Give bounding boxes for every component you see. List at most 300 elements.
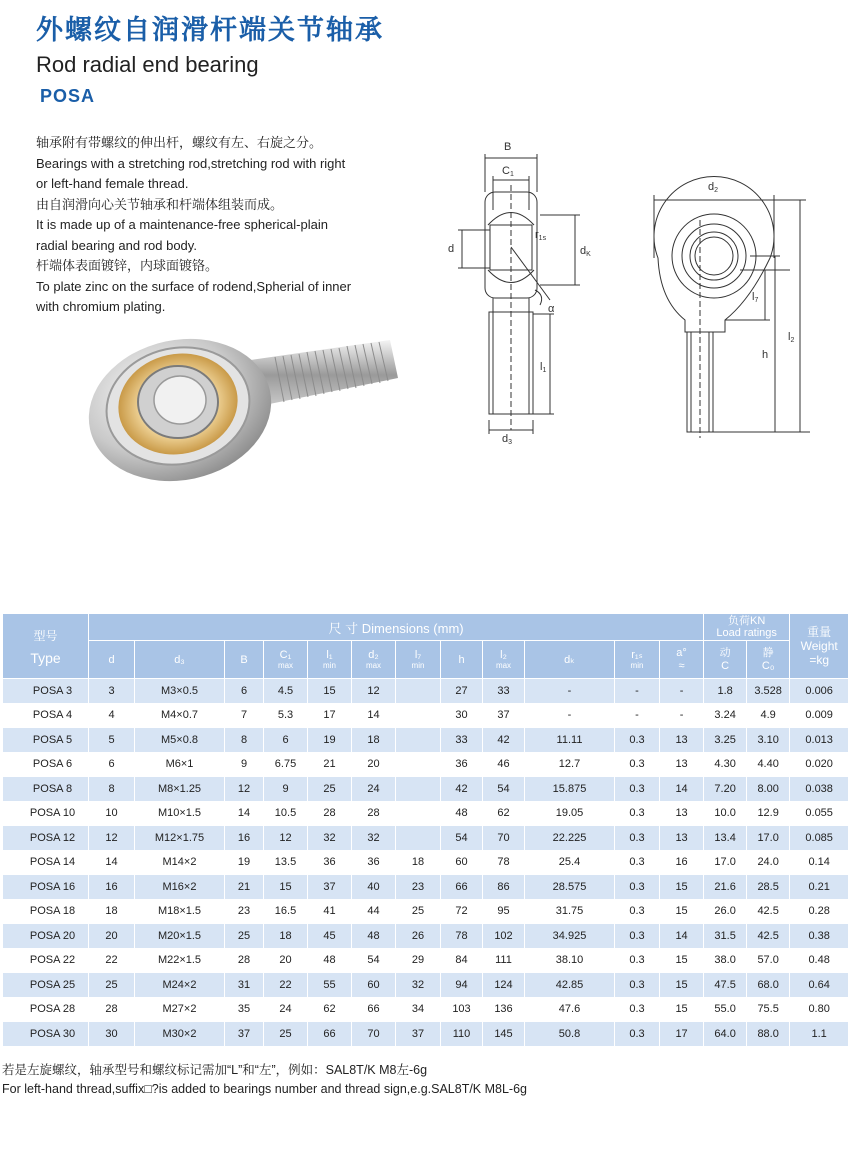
table-cell: 37 [308, 875, 352, 900]
table-cell: 11.11 [525, 728, 615, 753]
label-l2: l2 [788, 331, 795, 344]
table-cell: 47.6 [525, 997, 615, 1022]
table-cell: 31.5 [704, 924, 747, 949]
table-cell: 0.009 [790, 703, 849, 728]
table-cell: 45 [308, 924, 352, 949]
table-cell: 13.4 [704, 826, 747, 851]
table-cell: 6.75 [264, 752, 308, 777]
table-cell: 12 [225, 777, 264, 802]
label-alpha: α [548, 303, 555, 315]
table-cell: - [615, 679, 660, 704]
table-cell: 124 [483, 973, 525, 998]
table-cell: 68.0 [747, 973, 790, 998]
table-cell: 22 [264, 973, 308, 998]
table-cell: 9 [225, 752, 264, 777]
table-cell: 0.020 [790, 752, 849, 777]
page-subtitle: Rod radial end bearing [36, 52, 259, 77]
table-cell: POSA 30 [3, 1022, 89, 1047]
table-cell: 1.8 [704, 679, 747, 704]
table-cell: - [615, 703, 660, 728]
table-row [3, 875, 849, 900]
footnote-cn: 若是左旋螺纹，轴承型号和螺纹标记需加“L”和“左”，例如：SAL8T/K M8左-6g [2, 1063, 428, 1077]
table-cell: 6 [264, 728, 308, 753]
description-line: 轴承附有带螺纹的伸出杆，螺纹有左、右旋之分。 [36, 135, 323, 150]
table-cell: 30 [441, 703, 483, 728]
table-cell: 12 [352, 679, 396, 704]
col-l2: l₂ max [483, 641, 525, 679]
table-cell: 84 [441, 948, 483, 973]
table-cell: 0.3 [615, 948, 660, 973]
table-cell: 19 [308, 728, 352, 753]
table-cell: 30 [89, 1022, 135, 1047]
product-photo [80, 318, 415, 488]
table-cell: 13.5 [264, 850, 308, 875]
table-cell [396, 777, 441, 802]
table-cell: 14 [352, 703, 396, 728]
table-cell: 0.3 [615, 728, 660, 753]
table-cell: 60 [352, 973, 396, 998]
table-cell: 66 [352, 997, 396, 1022]
description-line: It is made up of a maintenance-free spherical-plain [36, 217, 328, 232]
table-cell: M8×1.25 [135, 777, 225, 802]
table-cell: 42.85 [525, 973, 615, 998]
description-line: 杆端体表面镀锌，内球面镀铬。 [36, 258, 219, 273]
table-cell: 62 [308, 997, 352, 1022]
table-cell: POSA 18 [3, 899, 89, 924]
description-line: radial bearing and rod body. [36, 237, 197, 253]
table-cell: 54 [352, 948, 396, 973]
table-cell: 14 [225, 801, 264, 826]
table-cell: 29 [396, 948, 441, 973]
table-cell: 7 [225, 703, 264, 728]
table-cell: 0.3 [615, 777, 660, 802]
table-cell: 72 [441, 899, 483, 924]
table-cell: POSA 25 [3, 973, 89, 998]
table-cell: 0.3 [615, 1022, 660, 1047]
table-cell: M4×0.7 [135, 703, 225, 728]
label-l1: l1 [540, 361, 547, 374]
table-cell: 17 [660, 1022, 704, 1047]
table-cell: 88.0 [747, 1022, 790, 1047]
table-cell: 4.5 [264, 679, 308, 704]
table-cell: 0.3 [615, 752, 660, 777]
table-cell: 17.0 [747, 826, 790, 851]
table-cell: 136 [483, 997, 525, 1022]
table-cell: 24.0 [747, 850, 790, 875]
header-type: 型号 Type [3, 614, 89, 679]
table-cell: 78 [441, 924, 483, 949]
table-cell: 8 [225, 728, 264, 753]
table-cell: 0.3 [615, 875, 660, 900]
table-cell: 42.5 [747, 924, 790, 949]
table-cell: 13 [660, 752, 704, 777]
table-cell: 28 [352, 801, 396, 826]
table-cell: 20 [264, 948, 308, 973]
page-title: 外螺纹自润滑杆端关节轴承 [36, 15, 384, 46]
table-cell: 13 [660, 826, 704, 851]
table-cell: POSA 28 [3, 997, 89, 1022]
table-cell: 70 [352, 1022, 396, 1047]
table-cell: 25.4 [525, 850, 615, 875]
description-line: Bearings with a stretching rod,stretching rod with right [36, 155, 346, 171]
table-cell: POSA 22 [3, 948, 89, 973]
table-cell: 19 [225, 850, 264, 875]
table-cell: 3.25 [704, 728, 747, 753]
table-cell: 0.64 [790, 973, 849, 998]
table-cell: POSA 4 [3, 703, 89, 728]
table-cell: M3×0.5 [135, 679, 225, 704]
footnote [2, 1061, 527, 1099]
table-cell: 0.3 [615, 899, 660, 924]
table-cell: M6×1 [135, 752, 225, 777]
table-cell: POSA 14 [3, 850, 89, 875]
header-weight: 重量 Weight =kg [790, 614, 849, 679]
table-row [3, 1022, 849, 1047]
table-cell: 0.085 [790, 826, 849, 851]
label-d3: d3 [502, 433, 513, 446]
table-cell: 55 [308, 973, 352, 998]
col-B: B [225, 641, 264, 679]
table-cell: 37 [225, 1022, 264, 1047]
table-cell: 6 [89, 752, 135, 777]
table-cell: M14×2 [135, 850, 225, 875]
table-cell: 15.875 [525, 777, 615, 802]
front-view-diagram [440, 130, 610, 450]
table-cell: 37 [396, 1022, 441, 1047]
table-cell: 103 [441, 997, 483, 1022]
series-code: POSA [40, 86, 96, 106]
table-cell: POSA 6 [3, 752, 89, 777]
table-cell: 0.21 [790, 875, 849, 900]
table-cell: 64.0 [704, 1022, 747, 1047]
table-cell: 18 [264, 924, 308, 949]
table-cell: 0.3 [615, 997, 660, 1022]
col-d3: d₃ [135, 641, 225, 679]
table-cell: 16 [89, 875, 135, 900]
table-cell: 6 [225, 679, 264, 704]
table-cell: 70 [483, 826, 525, 851]
table-cell: 15 [264, 875, 308, 900]
label-l7: l7 [752, 291, 759, 304]
table-row [3, 801, 849, 826]
table-cell: 27 [441, 679, 483, 704]
col-C: 动 C [704, 641, 747, 679]
table-cell: 18 [396, 850, 441, 875]
table-cell: 14 [660, 777, 704, 802]
table-cell: 48 [352, 924, 396, 949]
table-cell: 22 [89, 948, 135, 973]
table-cell: 9 [264, 777, 308, 802]
table-cell: 5.3 [264, 703, 308, 728]
table-cell [396, 728, 441, 753]
table-cell: 15 [660, 997, 704, 1022]
table-cell: 15 [308, 679, 352, 704]
table-cell: - [525, 703, 615, 728]
table-cell: 17.0 [704, 850, 747, 875]
table-cell: 36 [352, 850, 396, 875]
table-cell: 5 [89, 728, 135, 753]
table-cell: POSA 16 [3, 875, 89, 900]
table-cell: 0.013 [790, 728, 849, 753]
table-cell: 36 [441, 752, 483, 777]
table-cell: 3.10 [747, 728, 790, 753]
label-r1s: r1s [535, 229, 547, 242]
table-cell: - [660, 703, 704, 728]
table-cell: 24 [352, 777, 396, 802]
table-cell: 25 [89, 973, 135, 998]
table-cell: 19.05 [525, 801, 615, 826]
table-cell: 47.5 [704, 973, 747, 998]
table-cell: 20 [352, 752, 396, 777]
col-l1: l₁ min [308, 641, 352, 679]
table-cell: 32 [308, 826, 352, 851]
table-cell: 4.9 [747, 703, 790, 728]
table-cell: 12.9 [747, 801, 790, 826]
table-cell: 66 [441, 875, 483, 900]
table-cell: POSA 3 [3, 679, 89, 704]
table-cell [396, 801, 441, 826]
table-cell: 25 [396, 899, 441, 924]
table-cell: 10.0 [704, 801, 747, 826]
table-cell: 25 [225, 924, 264, 949]
table-cell: 54 [483, 777, 525, 802]
table-cell: 15 [660, 899, 704, 924]
table-row [3, 973, 849, 998]
table-cell: POSA 5 [3, 728, 89, 753]
spec-table-body [3, 679, 849, 1047]
label-h: h [762, 349, 769, 361]
table-cell: 35 [225, 997, 264, 1022]
table-cell: 15 [660, 973, 704, 998]
table-row [3, 679, 849, 704]
table-cell: 0.3 [615, 924, 660, 949]
col-d: d [89, 641, 135, 679]
table-cell: 4.40 [747, 752, 790, 777]
table-cell: 13 [660, 801, 704, 826]
table-cell: 16.5 [264, 899, 308, 924]
table-cell: POSA 8 [3, 777, 89, 802]
table-cell: 4 [89, 703, 135, 728]
table-cell: 37 [483, 703, 525, 728]
table-cell: 21 [308, 752, 352, 777]
table-cell [396, 679, 441, 704]
table-cell: 10 [89, 801, 135, 826]
col-l7: l₇ min [396, 641, 441, 679]
table-cell: 42 [483, 728, 525, 753]
table-cell: M16×2 [135, 875, 225, 900]
table-cell: 145 [483, 1022, 525, 1047]
table-cell: 75.5 [747, 997, 790, 1022]
table-cell: 23 [225, 899, 264, 924]
description-line: with chromium plating. [36, 299, 166, 314]
table-row [3, 997, 849, 1022]
table-cell: 42.5 [747, 899, 790, 924]
table-cell: 17 [308, 703, 352, 728]
table-cell: 0.3 [615, 801, 660, 826]
table-cell: M5×0.8 [135, 728, 225, 753]
table-cell: 0.28 [790, 899, 849, 924]
description-line: 由自润滑向心关节轴承和杆端体组装而成。 [36, 196, 284, 212]
table-cell: M22×1.5 [135, 948, 225, 973]
table-row [3, 728, 849, 753]
table-cell: 36 [308, 850, 352, 875]
table-cell: 0.80 [790, 997, 849, 1022]
table-cell: 0.48 [790, 948, 849, 973]
table-cell: 48 [441, 801, 483, 826]
table-cell: 95 [483, 899, 525, 924]
table-cell: 14 [660, 924, 704, 949]
col-dk: dₖ [525, 641, 615, 679]
table-cell: M18×1.5 [135, 899, 225, 924]
table-cell: 23 [396, 875, 441, 900]
table-cell: 94 [441, 973, 483, 998]
table-cell: 111 [483, 948, 525, 973]
label-dk: dK [580, 245, 591, 258]
table-cell: 48 [308, 948, 352, 973]
description [36, 133, 416, 318]
table-cell: POSA 12 [3, 826, 89, 851]
table-cell: - [525, 679, 615, 704]
table-cell: 66 [308, 1022, 352, 1047]
table-cell: 34.925 [525, 924, 615, 949]
table-cell: 3.24 [704, 703, 747, 728]
table-cell: 26.0 [704, 899, 747, 924]
table-cell: 14 [89, 850, 135, 875]
table-cell: 3.528 [747, 679, 790, 704]
table-cell: 110 [441, 1022, 483, 1047]
table-cell [396, 826, 441, 851]
col-C1: C₁ max [264, 641, 308, 679]
table-row [3, 826, 849, 851]
side-view-diagram [640, 170, 830, 440]
table-cell: M30×2 [135, 1022, 225, 1047]
table-cell: 15 [660, 948, 704, 973]
table-cell: 62 [483, 801, 525, 826]
table-cell: 18 [352, 728, 396, 753]
table-cell: 38.0 [704, 948, 747, 973]
table-cell: 16 [660, 850, 704, 875]
col-d2: d₂ max [352, 641, 396, 679]
table-cell: 28 [225, 948, 264, 973]
table-cell: 15 [660, 875, 704, 900]
label-d2: d2 [708, 181, 719, 194]
table-cell: 54 [441, 826, 483, 851]
header-dimensions: 尺 寸 Dimensions (mm) [89, 614, 704, 641]
col-h: h [441, 641, 483, 679]
table-cell: 41 [308, 899, 352, 924]
table-cell: 12.7 [525, 752, 615, 777]
table-cell: POSA 20 [3, 924, 89, 949]
col-alpha: a° ≈ [660, 641, 704, 679]
col-r1s: r₁ₛ min [615, 641, 660, 679]
table-cell: 57.0 [747, 948, 790, 973]
label-C1: C1 [502, 165, 514, 178]
table-row [3, 924, 849, 949]
table-cell: 10.5 [264, 801, 308, 826]
table-cell: 102 [483, 924, 525, 949]
table-cell: 78 [483, 850, 525, 875]
table-cell: 3 [89, 679, 135, 704]
table-cell: 1.1 [790, 1022, 849, 1047]
description-line: or left-hand female thread. [36, 176, 189, 191]
table-cell: 0.14 [790, 850, 849, 875]
table-cell: M24×2 [135, 973, 225, 998]
spec-table [2, 613, 849, 1047]
table-cell: 0.006 [790, 679, 849, 704]
table-cell: 21.6 [704, 875, 747, 900]
table-row [3, 850, 849, 875]
table-cell: 50.8 [525, 1022, 615, 1047]
table-cell: 28 [89, 997, 135, 1022]
table-cell: 26 [396, 924, 441, 949]
table-cell: 33 [483, 679, 525, 704]
label-B: B [504, 141, 512, 153]
table-cell: - [660, 679, 704, 704]
table-cell: M10×1.5 [135, 801, 225, 826]
description-line: To plate zinc on the surface of rodend,Spherial of inner [36, 278, 352, 294]
table-cell: 0.38 [790, 924, 849, 949]
table-cell: 55.0 [704, 997, 747, 1022]
table-cell: 8 [89, 777, 135, 802]
table-cell: 28 [308, 801, 352, 826]
table-cell: 38.10 [525, 948, 615, 973]
table-cell: M27×2 [135, 997, 225, 1022]
table-cell: 32 [352, 826, 396, 851]
table-cell [396, 703, 441, 728]
table-cell: 16 [225, 826, 264, 851]
table-cell: 31 [225, 973, 264, 998]
table-cell: 0.055 [790, 801, 849, 826]
table-cell: 20 [89, 924, 135, 949]
table-cell: 7.20 [704, 777, 747, 802]
table-cell: 46 [483, 752, 525, 777]
table-row [3, 703, 849, 728]
table-cell: 8.00 [747, 777, 790, 802]
table-row [3, 752, 849, 777]
table-cell: 4.30 [704, 752, 747, 777]
table-cell: 24 [264, 997, 308, 1022]
table-cell: 25 [308, 777, 352, 802]
col-C0: 静 C₀ [747, 641, 790, 679]
table-cell: 12 [89, 826, 135, 851]
table-cell: 22.225 [525, 826, 615, 851]
table-cell: 25 [264, 1022, 308, 1047]
table-cell: 12 [264, 826, 308, 851]
header-load-ratings: 负荷KN Load ratings [704, 614, 790, 641]
table-cell: 0.3 [615, 973, 660, 998]
table-row [3, 948, 849, 973]
table-cell: 40 [352, 875, 396, 900]
table-cell: 34 [396, 997, 441, 1022]
table-row [3, 777, 849, 802]
table-cell: 33 [441, 728, 483, 753]
table-cell: 13 [660, 728, 704, 753]
label-d: d [448, 243, 455, 255]
table-cell: 28.5 [747, 875, 790, 900]
table-cell [396, 752, 441, 777]
table-cell: 60 [441, 850, 483, 875]
footnote-en: For left-hand thread,suffix□?is added to bearings number and thread sign,e.g.SAL8T/K M8L-6g [2, 1082, 527, 1096]
table-row [3, 899, 849, 924]
table-cell: 28.575 [525, 875, 615, 900]
table-cell: 18 [89, 899, 135, 924]
table-cell: 32 [396, 973, 441, 998]
table-cell: POSA 10 [3, 801, 89, 826]
table-cell: 0.038 [790, 777, 849, 802]
table-cell: 31.75 [525, 899, 615, 924]
table-cell: 21 [225, 875, 264, 900]
table-cell: 86 [483, 875, 525, 900]
